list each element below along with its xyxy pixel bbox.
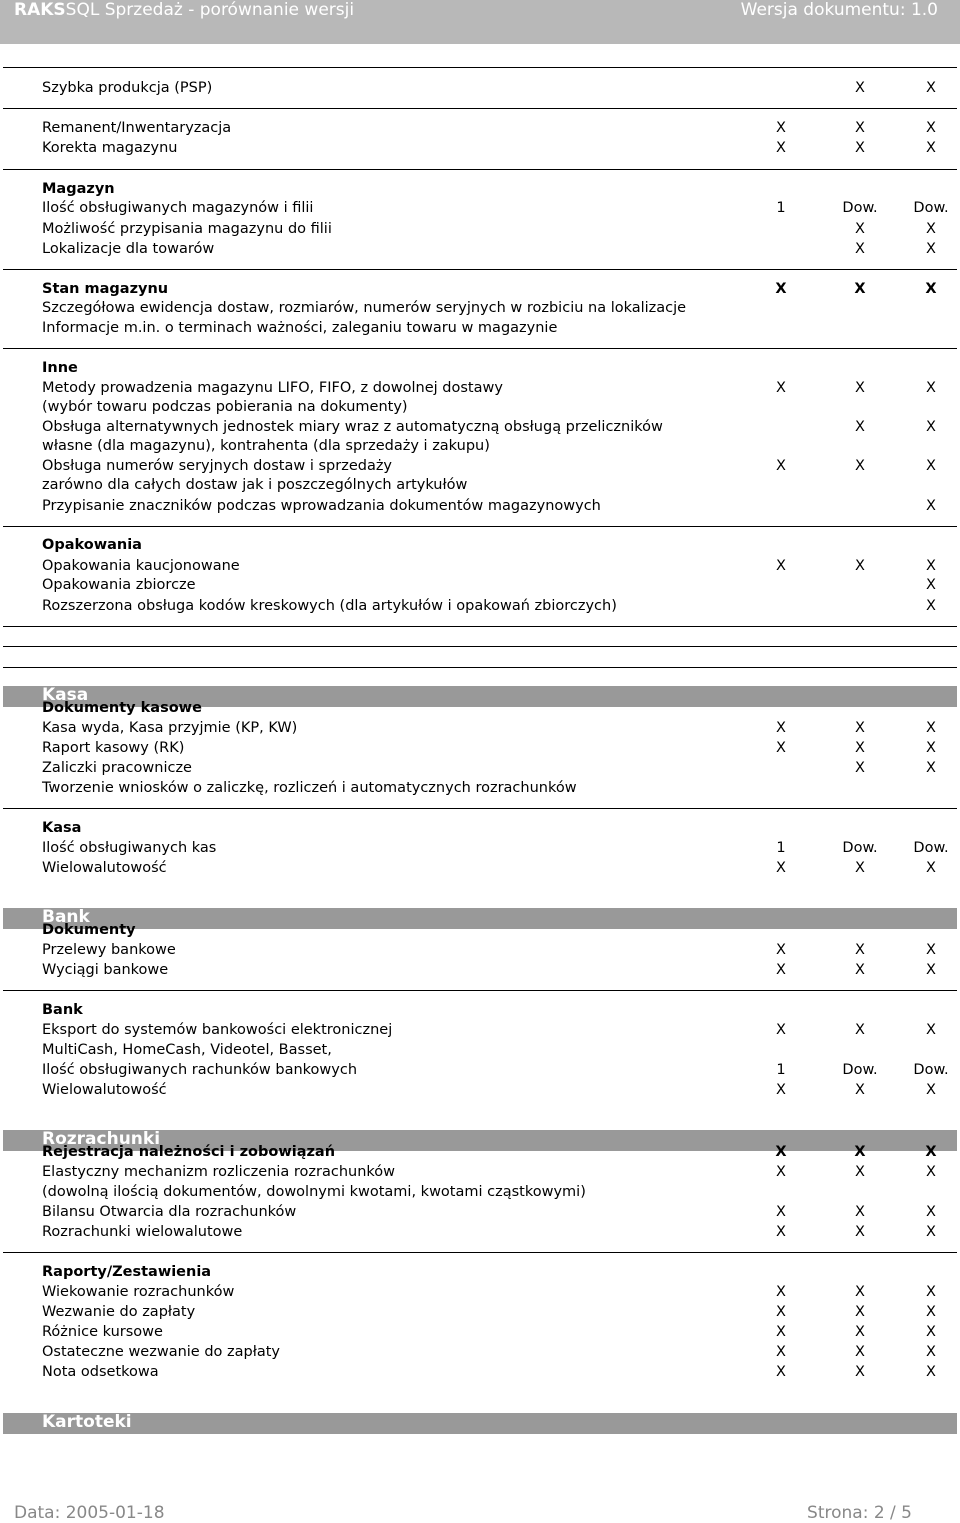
section-title: Kasa — [42, 685, 89, 705]
version-2-mark: X — [855, 120, 865, 136]
feature-row — [0, 575, 960, 595]
version-2-mark: X — [855, 1364, 865, 1380]
feature-label: Szczegółowa ewidencja dostaw, rozmiarów, numerów seryjnych w rozbiciu na lokalizacje — [42, 300, 687, 316]
feature-label: Elastyczny mechanizm rozliczenia rozrachunków — [42, 1164, 396, 1180]
feature-label: własne (dla magazynu), kontrahenta (dla sprzedaży i zakupu) — [42, 438, 490, 454]
version-2-mark: X — [855, 1324, 865, 1340]
version-3-mark: X — [926, 1304, 936, 1320]
feature-row — [0, 378, 960, 398]
feature-row — [0, 138, 960, 158]
group-heading-row — [0, 279, 960, 299]
version-2-mark: X — [855, 241, 865, 257]
version-2-mark: X — [855, 221, 865, 237]
version-1-mark: X — [776, 962, 786, 978]
feature-label: Rejestracja należności i zobowiązań — [42, 1144, 336, 1160]
version-2-mark: X — [855, 1284, 865, 1300]
feature-label: Szybka produkcja (PSP) — [42, 80, 213, 96]
version-3-mark: X — [926, 577, 936, 593]
feature-label: Przelewy bankowe — [42, 942, 176, 958]
feature-row — [0, 960, 960, 980]
version-2-mark: X — [855, 1304, 865, 1320]
feature-label: Informacje m.in. o terminach ważności, zaleganiu towaru w magazynie — [42, 320, 558, 336]
feature-row — [0, 1222, 960, 1242]
group-heading-row — [0, 1262, 960, 1282]
version-2-mark: X — [855, 80, 865, 96]
feature-label: Bilansu Otwarcia dla rozrachunków — [42, 1204, 297, 1220]
feature-label: Raport kasowy (RK) — [42, 740, 185, 756]
version-1-mark: X — [776, 740, 786, 756]
feature-row — [0, 198, 960, 218]
version-3-mark: Dow. — [913, 840, 949, 856]
version-3-mark: X — [926, 1284, 936, 1300]
version-2-mark: X — [854, 1144, 866, 1160]
version-3-mark: X — [926, 942, 936, 958]
brand-name: RAKS — [14, 0, 66, 20]
row-divider — [3, 269, 957, 270]
version-1-mark: X — [776, 1204, 786, 1220]
version-3-mark: X — [926, 140, 936, 156]
group-heading-row — [0, 358, 960, 378]
version-2-mark: X — [855, 1022, 865, 1038]
version-2-mark: Dow. — [842, 840, 878, 856]
feature-row — [0, 318, 960, 338]
section-title: Rozrachunki — [42, 1129, 161, 1149]
feature-row — [0, 1080, 960, 1100]
group-heading-row — [0, 1000, 960, 1020]
feature-row — [0, 596, 960, 616]
feature-row — [0, 838, 960, 858]
group-heading-row — [0, 179, 960, 199]
version-3-mark: X — [926, 498, 936, 514]
title-text: SQL Sprzedaż - porównanie wersji — [65, 0, 355, 20]
feature-label: Bank — [42, 1002, 83, 1018]
feature-row — [0, 1362, 960, 1382]
version-3-mark: X — [926, 1164, 936, 1180]
version-1-mark: X — [775, 1144, 787, 1160]
version-3-mark: X — [926, 1344, 936, 1360]
version-1-mark: X — [776, 860, 786, 876]
feature-row — [0, 1040, 960, 1060]
version-1-mark: X — [776, 1304, 786, 1320]
version-3-mark: Dow. — [913, 200, 949, 216]
feature-label: (dowolną ilością dokumentów, dowolnymi kwotami, kwotami cząstkowymi) — [42, 1184, 586, 1200]
feature-label: Dokumenty kasowe — [42, 700, 202, 716]
feature-label: zarówno dla całych dostaw jak i poszczególnych artykułów — [42, 477, 468, 493]
feature-row — [0, 118, 960, 138]
version-2-mark: X — [855, 962, 865, 978]
feature-row — [0, 1162, 960, 1182]
version-3-mark: X — [926, 1364, 936, 1380]
row-divider — [3, 169, 957, 170]
document-version: Wersja dokumentu: 1.0 — [740, 0, 938, 20]
feature-row — [0, 858, 960, 878]
version-3-mark: X — [926, 458, 936, 474]
row-divider — [3, 526, 957, 527]
version-1-mark: X — [776, 1284, 786, 1300]
row-divider — [3, 646, 957, 647]
version-3-mark: X — [926, 241, 936, 257]
version-2-mark: X — [855, 760, 865, 776]
feature-label: Różnice kursowe — [42, 1324, 163, 1340]
version-3-mark: X — [926, 558, 936, 574]
version-2-mark: X — [855, 1224, 865, 1240]
version-1-mark: X — [776, 942, 786, 958]
feature-label: Kasa — [42, 820, 82, 836]
row-divider — [3, 990, 957, 991]
version-2-mark: Dow. — [842, 1062, 878, 1078]
row-divider — [3, 808, 957, 809]
page-footer — [0, 1497, 960, 1523]
version-2-mark: X — [855, 720, 865, 736]
feature-row — [0, 496, 960, 516]
version-1-mark: 1 — [776, 840, 786, 856]
feature-label: Dokumenty — [42, 922, 136, 938]
version-1-mark: X — [776, 458, 786, 474]
version-2-mark: X — [855, 1164, 865, 1180]
section-header-bar — [3, 1413, 957, 1434]
version-1-mark: X — [776, 1364, 786, 1380]
feature-label: Obsługa numerów seryjnych dostaw i sprzedaży — [42, 458, 393, 474]
version-3-mark: Dow. — [913, 1062, 949, 1078]
feature-label: Wezwanie do zapłaty — [42, 1304, 196, 1320]
version-3-mark: X — [926, 1022, 936, 1038]
version-3-mark: X — [926, 740, 936, 756]
feature-label: Obsługa alternatywnych jednostek miary wraz z automatyczną obsługą przeliczników — [42, 419, 663, 435]
feature-label: Stan magazynu — [42, 281, 169, 297]
version-1-mark: X — [776, 140, 786, 156]
version-3-mark: X — [926, 419, 936, 435]
version-3-mark: X — [926, 598, 936, 614]
feature-label: MultiCash, HomeCash, Videotel, Basset, — [42, 1042, 332, 1058]
feature-label: Ilość obsługiwanych magazynów i filii — [42, 200, 314, 216]
feature-row — [0, 1202, 960, 1222]
feature-label: Ostateczne wezwanie do zapłaty — [42, 1344, 280, 1360]
feature-row — [0, 778, 960, 798]
version-3-mark: X — [925, 1144, 937, 1160]
feature-row — [0, 1060, 960, 1080]
version-3-mark: X — [926, 860, 936, 876]
version-1-mark: X — [775, 281, 787, 297]
version-3-mark: X — [926, 720, 936, 736]
feature-label: Wielowalutowość — [42, 860, 167, 876]
row-divider — [3, 626, 957, 627]
version-1-mark: 1 — [776, 200, 786, 216]
version-1-mark: X — [776, 1082, 786, 1098]
feature-label: Raporty/Zestawienia — [42, 1264, 212, 1280]
feature-label: Magazyn — [42, 181, 115, 197]
feature-row — [0, 1282, 960, 1302]
version-3-mark: X — [925, 281, 937, 297]
version-2-mark: X — [855, 740, 865, 756]
version-2-mark: X — [855, 458, 865, 474]
version-1-mark: X — [776, 380, 786, 396]
feature-label: Metody prowadzenia magazynu LIFO, FIFO, z dowolnej dostawy — [42, 380, 503, 396]
version-3-mark: X — [926, 380, 936, 396]
feature-label: Opakowania — [42, 537, 142, 553]
feature-label: Wielowalutowość — [42, 1082, 167, 1098]
version-2-mark: X — [855, 140, 865, 156]
version-2-mark: X — [855, 1204, 865, 1220]
group-heading-row — [0, 1142, 960, 1162]
feature-row — [0, 1302, 960, 1322]
feature-row — [0, 1020, 960, 1040]
version-3-mark: X — [926, 1082, 936, 1098]
feature-row — [0, 436, 960, 456]
group-heading-row — [0, 698, 960, 718]
feature-label: Wyciągi bankowe — [42, 962, 169, 978]
version-3-mark: X — [926, 120, 936, 136]
footer-date: Data: 2005-01-18 — [14, 1503, 165, 1523]
version-3-mark: X — [926, 962, 936, 978]
feature-label: Ilość obsługiwanych kas — [42, 840, 217, 856]
version-1-mark: X — [776, 1164, 786, 1180]
feature-label: Możliwość przypisania magazynu do filii — [42, 221, 332, 237]
feature-label: Zaliczki pracownicze — [42, 760, 192, 776]
feature-label: Remanent/Inwentaryzacja — [42, 120, 232, 136]
version-1-mark: 1 — [776, 1062, 786, 1078]
feature-label: Opakowania kaucjonowane — [42, 558, 240, 574]
feature-row — [0, 239, 960, 259]
row-divider — [3, 348, 957, 349]
feature-label: Ilość obsługiwanych rachunków bankowych — [42, 1062, 358, 1078]
version-3-mark: X — [926, 80, 936, 96]
feature-label: Tworzenie wniosków o zaliczkę, rozliczeń i automatycznych rozrachunków — [42, 780, 577, 796]
version-2-mark: X — [855, 380, 865, 396]
version-3-mark: X — [926, 1224, 936, 1240]
version-3-mark: X — [926, 760, 936, 776]
section-title: Bank — [42, 907, 90, 927]
feature-label: Przypisanie znaczników podczas wprowadzania dokumentów magazynowych — [42, 498, 601, 514]
version-2-mark: X — [855, 860, 865, 876]
feature-label: Korekta magazynu — [42, 140, 178, 156]
version-1-mark: X — [776, 720, 786, 736]
feature-row — [0, 475, 960, 495]
feature-row — [0, 78, 960, 98]
feature-label: Lokalizacje dla towarów — [42, 241, 215, 257]
version-1-mark: X — [776, 120, 786, 136]
group-heading-row — [0, 535, 960, 555]
row-divider — [3, 1252, 957, 1253]
feature-row — [0, 219, 960, 239]
version-3-mark: X — [926, 221, 936, 237]
feature-label: Opakowania zbiorcze — [42, 577, 196, 593]
version-3-mark: X — [926, 1324, 936, 1340]
version-1-mark: X — [776, 1022, 786, 1038]
version-2-mark: X — [855, 419, 865, 435]
version-2-mark: X — [854, 281, 866, 297]
feature-row — [0, 1342, 960, 1362]
feature-row — [0, 738, 960, 758]
group-heading-row — [0, 920, 960, 940]
feature-label: (wybór towaru podczas pobierania na dokumenty) — [42, 399, 408, 415]
feature-label: Eksport do systemów bankowości elektronicznej — [42, 1022, 393, 1038]
feature-label: Inne — [42, 360, 78, 376]
version-2-mark: X — [855, 1344, 865, 1360]
version-2-mark: X — [855, 942, 865, 958]
version-1-mark: X — [776, 1344, 786, 1360]
feature-row — [0, 556, 960, 576]
row-divider — [3, 67, 957, 68]
section-title: Kartoteki — [42, 1412, 132, 1432]
version-2-mark: Dow. — [842, 200, 878, 216]
group-heading-row — [0, 818, 960, 838]
footer-page-number: Strona: 2 / 5 — [807, 1503, 912, 1523]
feature-row — [0, 758, 960, 778]
row-divider — [3, 667, 957, 668]
feature-row — [0, 456, 960, 476]
version-1-mark: X — [776, 1324, 786, 1340]
row-divider — [3, 108, 957, 109]
feature-row — [0, 940, 960, 960]
feature-row — [0, 298, 960, 318]
feature-label: Kasa wyda, Kasa przyjmie (KP, KW) — [42, 720, 298, 736]
feature-row — [0, 417, 960, 437]
feature-label: Rozrachunki wielowalutowe — [42, 1224, 243, 1240]
feature-row — [0, 397, 960, 417]
feature-label: Wiekowanie rozrachunków — [42, 1284, 235, 1300]
feature-label: Rozszerzona obsługa kodów kreskowych (dla artykułów i opakowań zbiorczych) — [42, 598, 617, 614]
version-1-mark: X — [776, 558, 786, 574]
version-2-mark: X — [855, 1082, 865, 1098]
feature-label: Nota odsetkowa — [42, 1364, 159, 1380]
version-1-mark: X — [776, 1224, 786, 1240]
feature-row — [0, 1182, 960, 1202]
feature-row — [0, 1322, 960, 1342]
feature-row — [0, 718, 960, 738]
version-2-mark: X — [855, 558, 865, 574]
version-3-mark: X — [926, 1204, 936, 1220]
